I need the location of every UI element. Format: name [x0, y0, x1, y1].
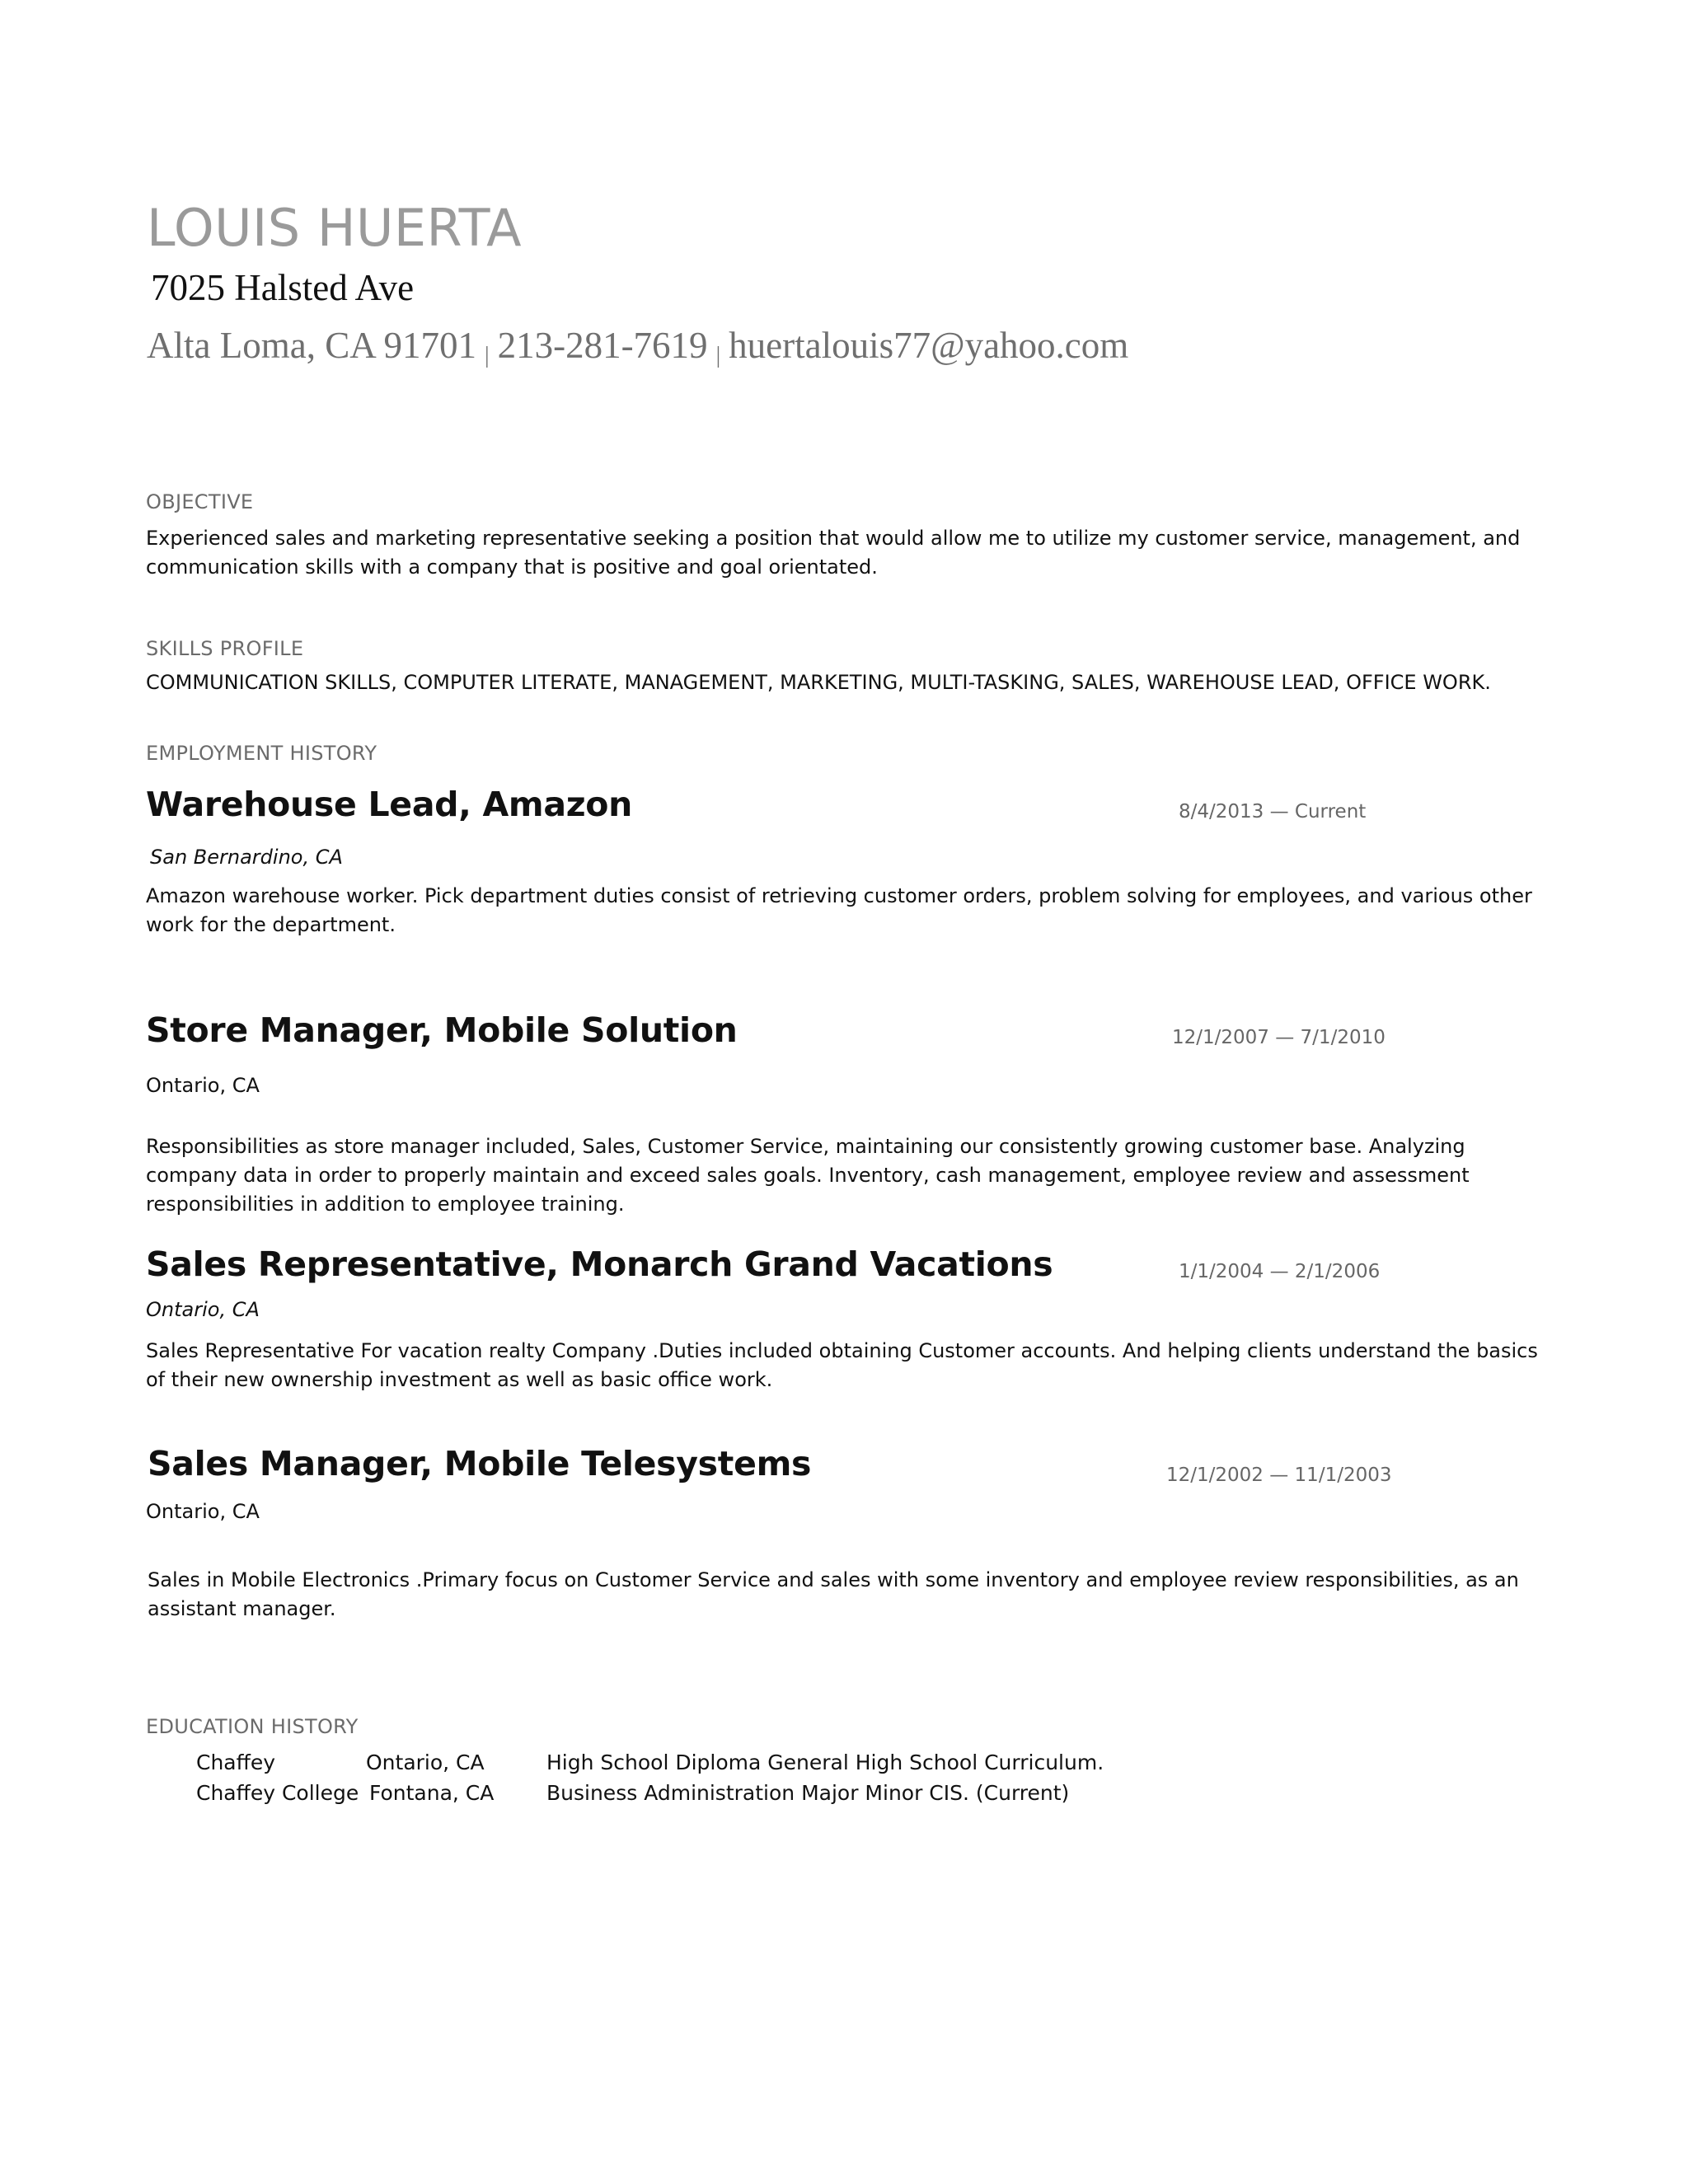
education-details: High School Diploma General High School Curriculum. [546, 1750, 1104, 1774]
objective-text: Experienced sales and marketing representative seeking a position that would allow me to utilize my customer service, management, and communication skills with a company that is positive and goal orientated. [146, 527, 1521, 579]
job-location: San Bernardino, CA [150, 846, 343, 869]
job-location: Ontario, CA [146, 1500, 260, 1523]
email-address: huertalouis77@yahoo.com [729, 325, 1129, 366]
skills-text: COMMUNICATION SKILLS, COMPUTER LITERATE, MANAGEMENT, MARKETING, MULTI-TASKING, SALES, WAREHOUSE LEAD, OFFICE WORK. [146, 671, 1491, 694]
education-location: Fontana, CA [369, 1781, 495, 1805]
separator: | [484, 343, 490, 368]
objective-heading: OBJECTIVE [146, 490, 254, 513]
job-location: Ontario, CA [146, 1298, 260, 1321]
skills-heading: SKILLS PROFILE [146, 637, 304, 660]
job-description: Responsibilities as store manager included, Sales, Customer Service, maintaining our consistently growing customer base. Analyzing company data in order to properly maintain and exceed sales goals. Inventory, cash management, employee review and assessment responsibilities in addition to employee training. [146, 1135, 1470, 1216]
city-state-zip: Alta Loma, CA 91701 [147, 325, 476, 366]
education-school: Chaffey [196, 1750, 276, 1774]
job-dates: 1/1/2004 — 2/1/2006 [1179, 1261, 1381, 1282]
street-address: 7025 Halsted Ave [151, 267, 415, 308]
job-description: Sales Representative For vacation realty Company .Duties included obtaining Customer accounts. And helping clients understand the basics of their new ownership investment as well as basic office work. [146, 1339, 1538, 1391]
separator: | [715, 343, 721, 368]
job-description: Sales in Mobile Electronics .Primary focus on Customer Service and sales with some inventory and employee review responsibilities, as an assistant manager. [148, 1568, 1519, 1620]
job-dates: 12/1/2007 — 7/1/2010 [1172, 1027, 1386, 1048]
phone-number: 213-281-7619 [497, 325, 708, 366]
job-description: Amazon warehouse worker. Pick department duties consist of retrieving customer orders, problem solving for employees, and various other work for the department. [146, 884, 1532, 936]
education-details: Business Administration Major Minor CIS. (Current) [546, 1781, 1070, 1805]
candidate-name: LOUIS HUERTA [147, 198, 523, 258]
employment-heading: EMPLOYMENT HISTORY [146, 742, 377, 765]
education-school: Chaffey College [196, 1781, 359, 1805]
education-location: Ontario, CA [366, 1750, 485, 1774]
contact-line [147, 324, 1128, 369]
job-title: Sales Representative, Monarch Grand Vacations [146, 1244, 1053, 1284]
education-heading: EDUCATION HISTORY [146, 1715, 359, 1738]
job-title: Warehouse Lead, Amazon [146, 785, 633, 824]
job-location: Ontario, CA [146, 1074, 260, 1097]
job-title: Sales Manager, Mobile Telesystems [148, 1444, 812, 1483]
job-title: Store Manager, Mobile Solution [146, 1010, 738, 1050]
job-dates: 12/1/2002 — 11/1/2003 [1166, 1465, 1392, 1486]
job-dates: 8/4/2013 — Current [1179, 801, 1367, 823]
